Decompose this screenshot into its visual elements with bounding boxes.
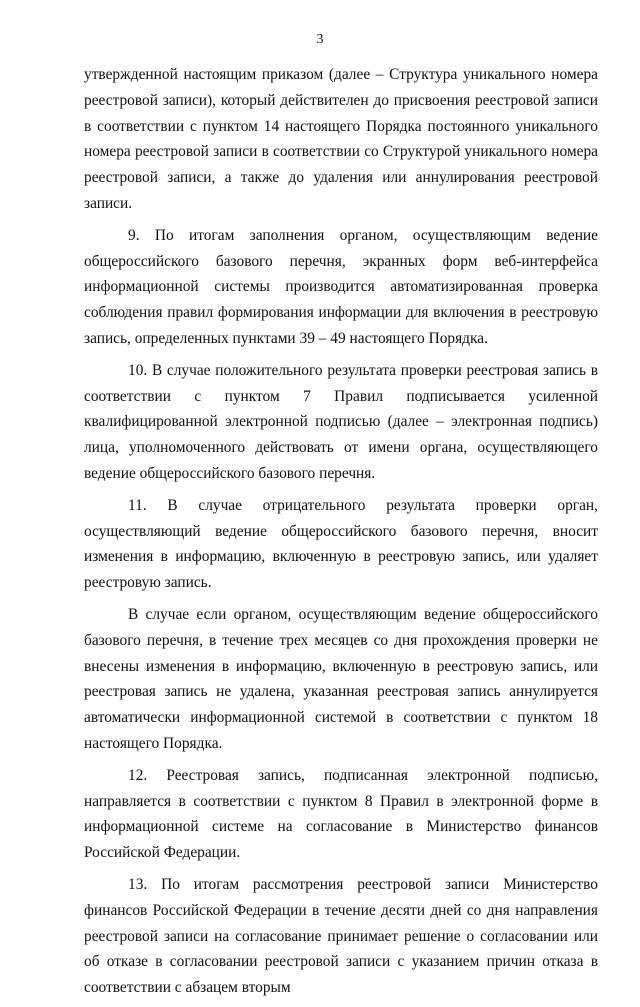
paragraph-continued: утвержденной настоящим приказом (далее – Структура уникального номера реестровой записи), который действителен до присвоения реестровой записи в соответствии с пунктом 14 настоящего Порядка постоянного уникального номера реестровой записи в соответствии со Структурой уникального номера реестровой записи, а также до удаления или аннулирования реестровой записи.	[84, 66, 598, 212]
document-body	[84, 62, 598, 1007]
paragraph-item-9: 9. По итогам заполнения органом, осуществляющим ведение общероссийского базового перечня, экранных форм веб-интерфейса информационной системы производится автоматизированная проверка соблюдения правил формирования информации для включения в реестровую запись, определенных пунктами 39 – 49 настоящего Порядка.	[84, 226, 598, 347]
paragraph-item-11-part-2: В случае если органом, осуществляющим ведение общероссийского базового перечня, в течение трех месяцев со дня прохождения проверки не внесены изменения в информацию, включенную в реестровую запись, или реестровая запись не удалена, указанная реестровая запись аннулируется автоматически информационной системой в соответствии с пунктом 18 настоящего Порядка.	[84, 605, 598, 752]
paragraph-item-10: 10. В случае положительного результата проверки реестровая запись в соответствии с пунктом 7 Правил подписывается усиленной квалифицированной электронной подписью (далее – электронная подпись) лица, уполномоченного действовать от имени органа, осуществляющего ведение общероссийского базового перечня.	[84, 361, 598, 482]
paragraph-item-13: 13. По итогам рассмотрения реестровой записи Министерство финансов Российской Федерации в течение десяти дней со дня направления реестровой записи на согласование принимает решение о согласовании или об отказе в согласовании реестровой записи с указанием причин отказа в соответствии с абзацем вторым	[84, 875, 598, 997]
paragraph-item-12: 12. Реестровая запись, подписанная электронной подписью, направляется в соответствии с пунктом 8 Правил в электронной форме в информационной системе на согласование в Министерство финансов Российской Федерации.	[84, 766, 598, 862]
paragraph-item-11: 11. В случае отрицательного результата проверки орган, осуществляющий ведение общероссийского базового перечня, вносит изменения в информацию, включенную в реестровую запись, или удаляет реестровую запись.	[84, 496, 598, 592]
page-number: 3	[316, 32, 324, 47]
